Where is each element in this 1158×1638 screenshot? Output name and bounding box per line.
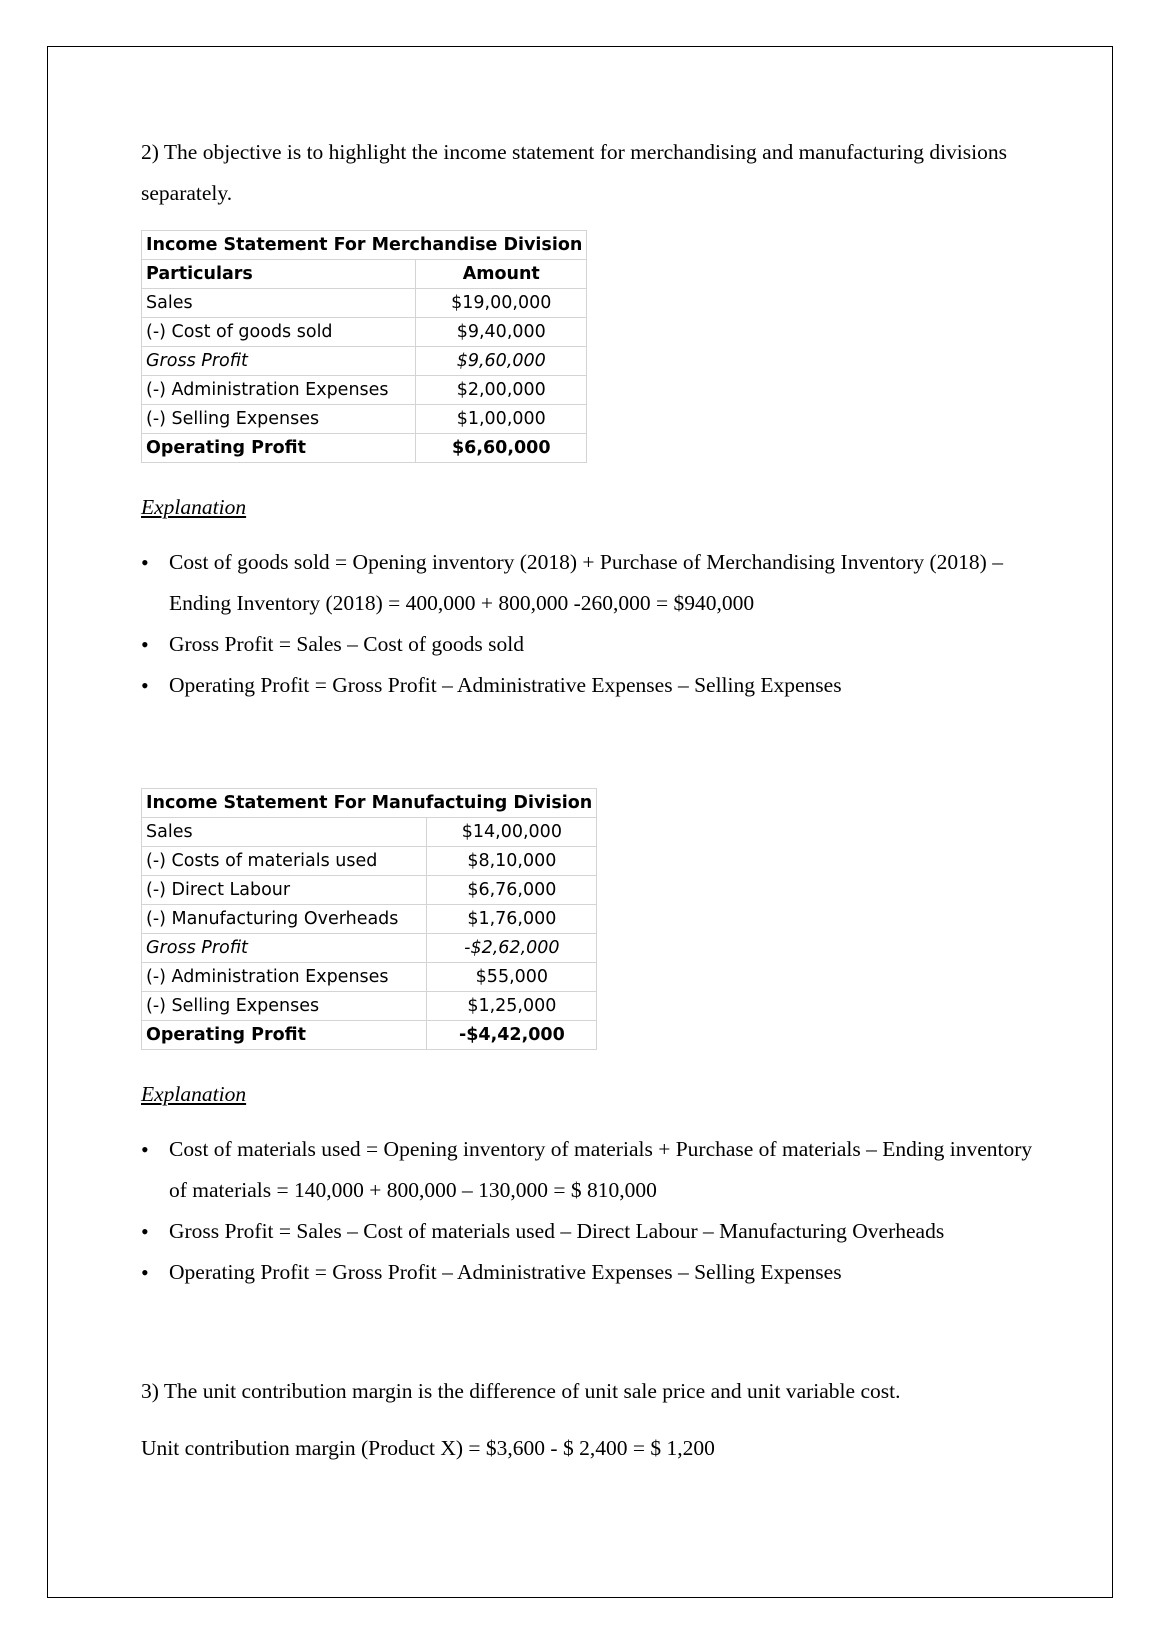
table-row — [142, 934, 597, 963]
table-row — [142, 905, 597, 934]
row-label: (-) Selling Expenses — [142, 992, 427, 1021]
row-label: (-) Direct Labour — [142, 876, 427, 905]
table-row — [142, 876, 597, 905]
table-row — [142, 992, 597, 1021]
table-row — [142, 376, 587, 405]
list-item: • Operating Profit = Gross Profit – Administrative Expenses – Selling Expenses — [169, 665, 1041, 706]
column-header-amount: Amount — [416, 260, 587, 289]
table-row — [142, 347, 587, 376]
row-label: (-) Selling Expenses — [142, 405, 416, 434]
row-amount: $2,00,000 — [416, 376, 587, 405]
row-label: Sales — [142, 818, 427, 847]
row-label: Gross Profit — [142, 347, 416, 376]
list-item: • Operating Profit = Gross Profit – Administrative Expenses – Selling Expenses — [169, 1252, 1041, 1293]
row-amount: -$4,42,000 — [427, 1021, 597, 1050]
column-header-particulars: Particulars — [142, 260, 416, 289]
row-amount: $14,00,000 — [427, 818, 597, 847]
row-label: Sales — [142, 289, 416, 318]
table-row — [142, 1021, 597, 1050]
row-label: Operating Profit — [142, 1021, 427, 1050]
section2-intro: 2) The objective is to highlight the income statement for merchandising and manufacturing divisions separately. — [141, 140, 1007, 205]
row-label: Operating Profit — [142, 434, 416, 463]
row-amount: $1,00,000 — [416, 405, 587, 434]
row-label: (-) Administration Expenses — [142, 963, 427, 992]
table-title: Income Statement For Merchandise Division — [142, 231, 587, 260]
row-label: (-) Manufacturing Overheads — [142, 905, 427, 934]
explanation-heading: Explanation — [141, 1082, 247, 1106]
manufacturing-income-table — [141, 788, 597, 1050]
table-row — [142, 405, 587, 434]
table-row — [142, 434, 587, 463]
row-label: (-) Administration Expenses — [142, 376, 416, 405]
merchandise-income-table — [141, 230, 587, 463]
row-label: (-) Cost of goods sold — [142, 318, 416, 347]
table-row — [142, 818, 597, 847]
document-body — [141, 132, 1041, 1469]
row-label: (-) Costs of materials used — [142, 847, 427, 876]
contribution-margin-formula: Unit contribution margin (Product X) = $3,600 - $ 2,400 = $ 1,200 — [141, 1436, 715, 1460]
row-amount: $6,60,000 — [416, 434, 587, 463]
row-label: Gross Profit — [142, 934, 427, 963]
row-amount: -$2,62,000 — [427, 934, 597, 963]
table-row — [142, 847, 597, 876]
table-row — [142, 289, 587, 318]
row-amount: $8,10,000 — [427, 847, 597, 876]
table-row — [142, 963, 597, 992]
list-item: • Cost of goods sold = Opening inventory (2018) + Purchase of Merchandising Inventory (2018) – Ending Inventory (2018) = 400,000 + 800,000 -260,000 = $940,000 — [169, 542, 1041, 624]
row-amount: $55,000 — [427, 963, 597, 992]
list-item: • Gross Profit = Sales – Cost of materials used – Direct Labour – Manufacturing Overheads — [169, 1211, 1041, 1252]
section3-intro: 3) The unit contribution margin is the difference of unit sale price and unit variable cost. — [141, 1379, 901, 1403]
explanation-heading: Explanation — [141, 495, 247, 519]
row-amount: $1,25,000 — [427, 992, 597, 1021]
explanation-list — [141, 542, 1041, 706]
row-amount: $6,76,000 — [427, 876, 597, 905]
list-item: • Gross Profit = Sales – Cost of goods sold — [169, 624, 1041, 665]
row-amount: $1,76,000 — [427, 905, 597, 934]
list-item: • Cost of materials used = Opening inventory of materials + Purchase of materials – Ending inventory of materials = 140,000 + 800,000 – 130,000 = $ 810,000 — [169, 1129, 1041, 1211]
row-amount: $9,40,000 — [416, 318, 587, 347]
table-row — [142, 318, 587, 347]
explanation-list — [141, 1129, 1041, 1293]
row-amount: $19,00,000 — [416, 289, 587, 318]
row-amount: $9,60,000 — [416, 347, 587, 376]
table-title: Income Statement For Manufactuing Division — [142, 789, 597, 818]
